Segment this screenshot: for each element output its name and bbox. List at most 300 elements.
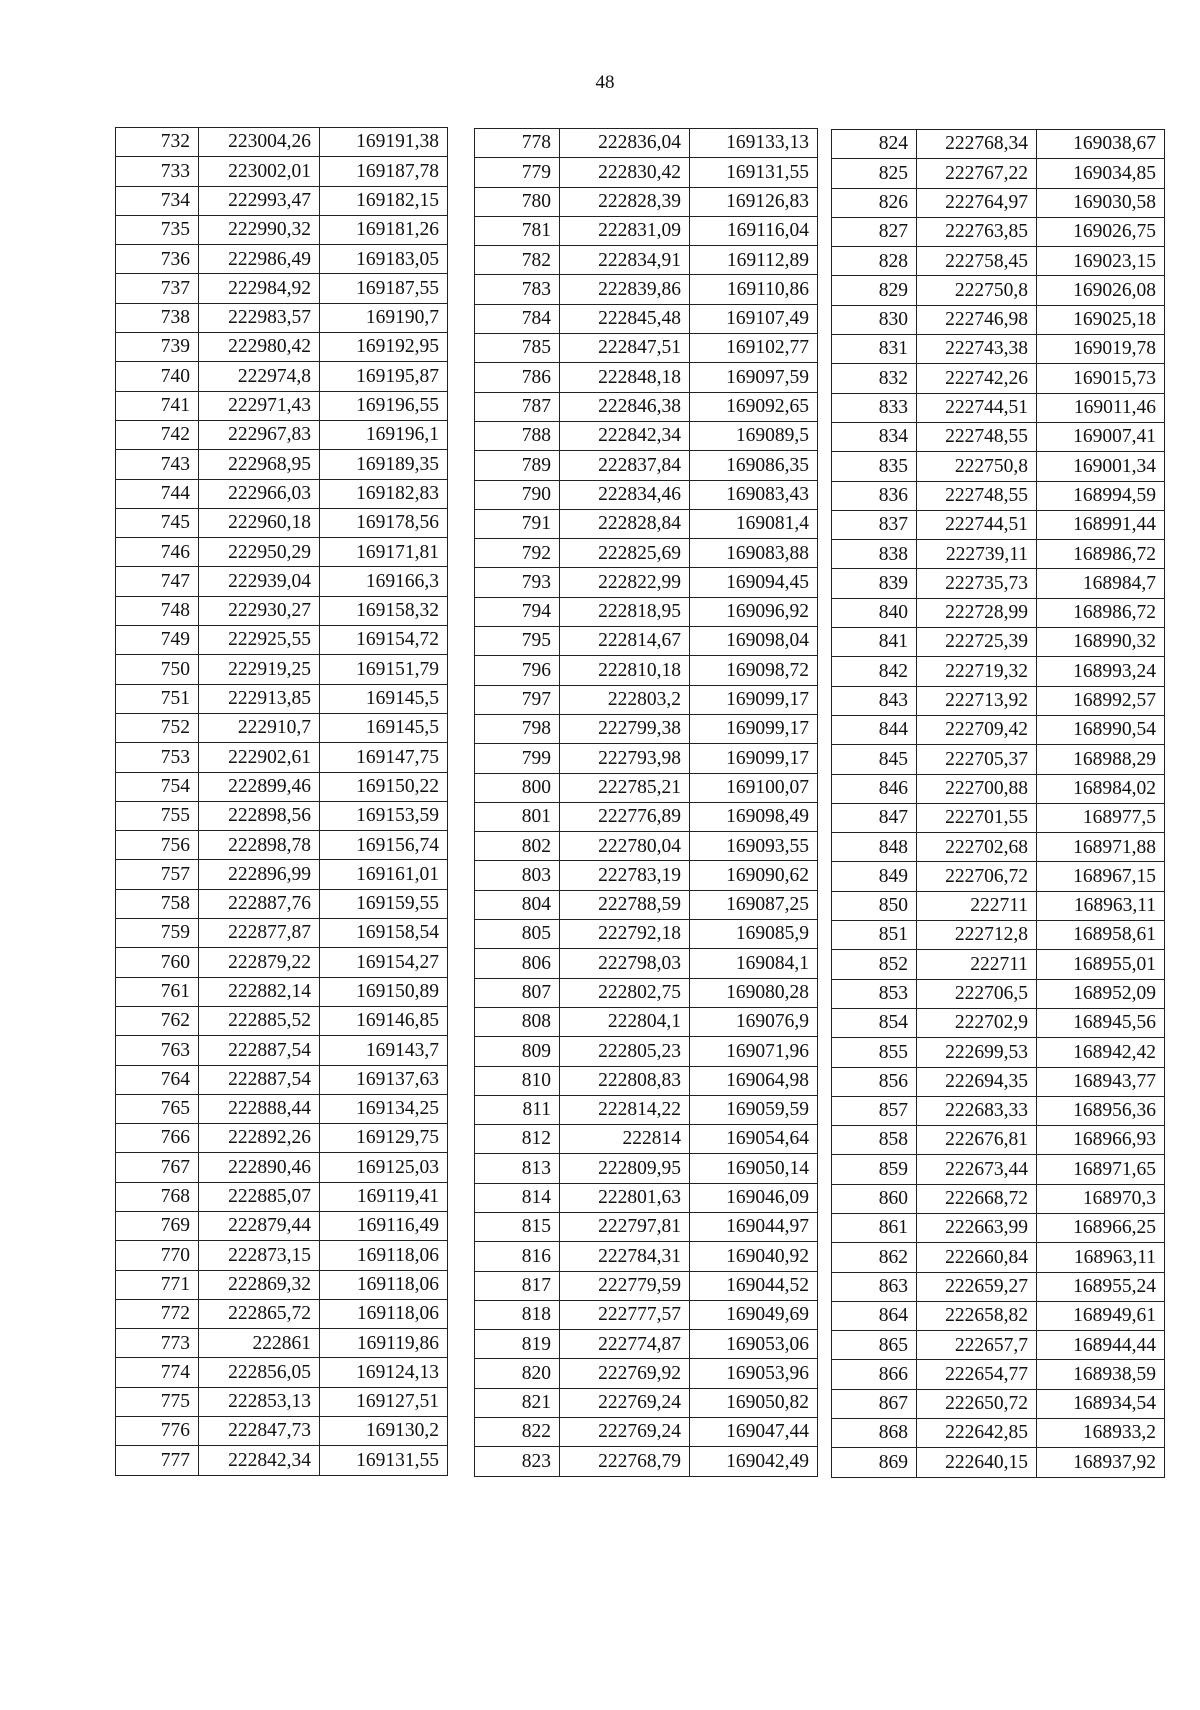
table-row: [475, 363, 818, 392]
x-coordinate-cell: 222694,35: [917, 1067, 1037, 1096]
x-coordinate-cell: 222803,2: [560, 685, 690, 714]
table-row: [475, 978, 818, 1007]
x-coordinate-cell: 222913,85: [199, 684, 320, 713]
x-coordinate-cell: 222805,23: [560, 1037, 690, 1066]
x-coordinate-cell: 222699,53: [917, 1038, 1037, 1067]
x-coordinate-cell: 222804,1: [560, 1007, 690, 1036]
x-coordinate-cell: 222879,44: [199, 1211, 320, 1240]
point-number-cell: 761: [116, 977, 199, 1006]
x-coordinate-cell: 222842,34: [199, 1446, 320, 1475]
x-coordinate-cell: 222879,22: [199, 948, 320, 977]
table-row: [832, 833, 1165, 862]
point-number-cell: 802: [475, 832, 560, 861]
x-coordinate-cell: 222847,51: [560, 334, 690, 363]
x-coordinate-cell: 222763,85: [917, 217, 1037, 246]
x-coordinate-cell: 222967,83: [199, 420, 320, 449]
table-row: [832, 628, 1165, 657]
point-number-cell: 782: [475, 246, 560, 275]
x-coordinate-cell: 222888,44: [199, 1094, 320, 1123]
y-coordinate-cell: 168986,72: [1037, 540, 1165, 569]
point-number-cell: 826: [832, 188, 917, 217]
table-row: [475, 568, 818, 597]
y-coordinate-cell: 168938,59: [1037, 1360, 1165, 1389]
x-coordinate-cell: 222853,13: [199, 1387, 320, 1416]
y-coordinate-cell: 169146,85: [320, 1006, 448, 1035]
point-number-cell: 767: [116, 1153, 199, 1182]
x-coordinate-cell: 222887,54: [199, 1036, 320, 1065]
table-row: [116, 772, 448, 801]
x-coordinate-cell: 222768,34: [917, 130, 1037, 159]
table-row: [116, 245, 448, 274]
x-coordinate-cell: 222828,84: [560, 509, 690, 538]
y-coordinate-cell: 169042,49: [690, 1447, 818, 1476]
x-coordinate-cell: 222896,99: [199, 860, 320, 889]
y-coordinate-cell: 169049,69: [690, 1300, 818, 1329]
y-coordinate-cell: 169053,06: [690, 1330, 818, 1359]
y-coordinate-cell: 169097,59: [690, 363, 818, 392]
y-coordinate-cell: 168956,36: [1037, 1096, 1165, 1125]
y-coordinate-cell: 169040,92: [690, 1242, 818, 1271]
table-row: [116, 801, 448, 830]
point-number-cell: 815: [475, 1212, 560, 1241]
x-coordinate-cell: 222902,61: [199, 743, 320, 772]
x-coordinate-cell: 222814,22: [560, 1095, 690, 1124]
table-row: [475, 421, 818, 450]
point-number-cell: 832: [832, 364, 917, 393]
x-coordinate-cell: 223004,26: [199, 128, 320, 157]
point-number-cell: 758: [116, 889, 199, 918]
y-coordinate-cell: 169083,43: [690, 480, 818, 509]
x-coordinate-cell: 222834,91: [560, 246, 690, 275]
table-row: [832, 891, 1165, 920]
y-coordinate-cell: 169181,26: [320, 215, 448, 244]
y-coordinate-cell: 169085,9: [690, 920, 818, 949]
x-coordinate-cell: 222831,09: [560, 216, 690, 245]
y-coordinate-cell: 168988,29: [1037, 745, 1165, 774]
point-number-cell: 783: [475, 275, 560, 304]
table-row: [475, 334, 818, 363]
table-row: [832, 745, 1165, 774]
x-coordinate-cell: 222845,48: [560, 304, 690, 333]
point-number-cell: 747: [116, 567, 199, 596]
point-number-cell: 818: [475, 1300, 560, 1329]
table-row: [116, 128, 448, 157]
x-coordinate-cell: 222885,07: [199, 1182, 320, 1211]
x-coordinate-cell: 222767,22: [917, 159, 1037, 188]
point-number-cell: 833: [832, 393, 917, 422]
x-coordinate-cell: 222702,68: [917, 833, 1037, 862]
table-row: [116, 391, 448, 420]
x-coordinate-cell: 222725,39: [917, 628, 1037, 657]
x-coordinate-cell: 222865,72: [199, 1299, 320, 1328]
point-number-cell: 845: [832, 745, 917, 774]
point-number-cell: 838: [832, 540, 917, 569]
point-number-cell: 779: [475, 158, 560, 187]
table-row: [116, 655, 448, 684]
point-number-cell: 737: [116, 274, 199, 303]
table-row: [116, 508, 448, 537]
y-coordinate-cell: 169099,17: [690, 685, 818, 714]
y-coordinate-cell: 169098,49: [690, 802, 818, 831]
table-row: [116, 1241, 448, 1270]
point-number-cell: 774: [116, 1358, 199, 1387]
point-number-cell: 840: [832, 598, 917, 627]
x-coordinate-cell: 222792,18: [560, 920, 690, 949]
y-coordinate-cell: 169025,18: [1037, 305, 1165, 334]
point-number-cell: 775: [116, 1387, 199, 1416]
y-coordinate-cell: 168971,65: [1037, 1155, 1165, 1184]
point-number-cell: 821: [475, 1388, 560, 1417]
point-number-cell: 801: [475, 802, 560, 831]
table-row: [832, 569, 1165, 598]
y-coordinate-cell: 169044,52: [690, 1271, 818, 1300]
y-coordinate-cell: 169143,7: [320, 1036, 448, 1065]
x-coordinate-cell: 222676,81: [917, 1126, 1037, 1155]
point-number-cell: 820: [475, 1359, 560, 1388]
x-coordinate-cell: 222719,32: [917, 657, 1037, 686]
y-coordinate-cell: 169094,45: [690, 568, 818, 597]
point-number-cell: 790: [475, 480, 560, 509]
x-coordinate-cell: 222802,75: [560, 978, 690, 1007]
table-row: [116, 889, 448, 918]
table-row: [832, 598, 1165, 627]
table-row: [832, 1360, 1165, 1389]
point-number-cell: 732: [116, 128, 199, 157]
y-coordinate-cell: 169015,73: [1037, 364, 1165, 393]
table-row: [475, 920, 818, 949]
point-number-cell: 760: [116, 948, 199, 977]
table-row: [832, 510, 1165, 539]
table-row: [475, 890, 818, 919]
point-number-cell: 765: [116, 1094, 199, 1123]
point-number-cell: 867: [832, 1389, 917, 1418]
x-coordinate-cell: 222809,95: [560, 1154, 690, 1183]
y-coordinate-cell: 169125,03: [320, 1153, 448, 1182]
table-row: [475, 627, 818, 656]
y-coordinate-cell: 168937,92: [1037, 1448, 1165, 1477]
point-number-cell: 849: [832, 862, 917, 891]
y-coordinate-cell: 169196,55: [320, 391, 448, 420]
point-number-cell: 862: [832, 1243, 917, 1272]
y-coordinate-cell: 169150,22: [320, 772, 448, 801]
coordinates-table-3: [831, 129, 1165, 1478]
point-number-cell: 745: [116, 508, 199, 537]
y-coordinate-cell: 168966,25: [1037, 1213, 1165, 1242]
y-coordinate-cell: 169026,08: [1037, 276, 1165, 305]
y-coordinate-cell: 169001,34: [1037, 452, 1165, 481]
x-coordinate-cell: 222983,57: [199, 303, 320, 332]
x-coordinate-cell: 222798,03: [560, 949, 690, 978]
point-number-cell: 825: [832, 159, 917, 188]
y-coordinate-cell: 168952,09: [1037, 979, 1165, 1008]
table-row: [475, 1007, 818, 1036]
table-row: [116, 626, 448, 655]
y-coordinate-cell: 168945,56: [1037, 1008, 1165, 1037]
table-row: [475, 949, 818, 978]
point-number-cell: 752: [116, 713, 199, 742]
point-number-cell: 807: [475, 978, 560, 1007]
table-row: [116, 1329, 448, 1358]
point-number-cell: 824: [832, 130, 917, 159]
y-coordinate-cell: 169137,63: [320, 1065, 448, 1094]
y-coordinate-cell: 169089,5: [690, 421, 818, 450]
point-number-cell: 754: [116, 772, 199, 801]
table-row: [116, 1124, 448, 1153]
point-number-cell: 791: [475, 509, 560, 538]
table-row: [116, 596, 448, 625]
y-coordinate-cell: 169054,64: [690, 1125, 818, 1154]
table-row: [116, 186, 448, 215]
point-number-cell: 735: [116, 215, 199, 244]
y-coordinate-cell: 169166,3: [320, 567, 448, 596]
y-coordinate-cell: 168990,54: [1037, 715, 1165, 744]
point-number-cell: 797: [475, 685, 560, 714]
x-coordinate-cell: 222711: [917, 891, 1037, 920]
x-coordinate-cell: 222839,86: [560, 275, 690, 304]
x-coordinate-cell: 222814: [560, 1125, 690, 1154]
point-number-cell: 733: [116, 157, 199, 186]
point-number-cell: 837: [832, 510, 917, 539]
y-coordinate-cell: 169189,35: [320, 450, 448, 479]
x-coordinate-cell: 222640,15: [917, 1448, 1037, 1477]
table-row: [832, 774, 1165, 803]
table-row: [116, 538, 448, 567]
table-row: [475, 1388, 818, 1417]
point-number-cell: 749: [116, 626, 199, 655]
y-coordinate-cell: 169107,49: [690, 304, 818, 333]
x-coordinate-cell: 222899,46: [199, 772, 320, 801]
y-coordinate-cell: 169161,01: [320, 860, 448, 889]
point-number-cell: 750: [116, 655, 199, 684]
x-coordinate-cell: 222769,92: [560, 1359, 690, 1388]
point-number-cell: 743: [116, 450, 199, 479]
x-coordinate-cell: 222785,21: [560, 773, 690, 802]
point-number-cell: 759: [116, 919, 199, 948]
table-row: [832, 715, 1165, 744]
x-coordinate-cell: 222739,11: [917, 540, 1037, 569]
x-coordinate-cell: 222887,76: [199, 889, 320, 918]
table-row: [832, 393, 1165, 422]
table-row: [475, 1330, 818, 1359]
point-number-cell: 753: [116, 743, 199, 772]
table-row: [475, 509, 818, 538]
y-coordinate-cell: 168971,88: [1037, 833, 1165, 862]
y-coordinate-cell: 169118,06: [320, 1241, 448, 1270]
table-row: [832, 1067, 1165, 1096]
table-row: [832, 335, 1165, 364]
table-row: [475, 1418, 818, 1447]
x-coordinate-cell: 222799,38: [560, 714, 690, 743]
table-row: [116, 567, 448, 596]
x-coordinate-cell: 222746,98: [917, 305, 1037, 334]
table-row: [475, 275, 818, 304]
y-coordinate-cell: 169182,15: [320, 186, 448, 215]
x-coordinate-cell: 222974,8: [199, 362, 320, 391]
y-coordinate-cell: 168966,93: [1037, 1126, 1165, 1155]
x-coordinate-cell: 222706,72: [917, 862, 1037, 891]
point-number-cell: 748: [116, 596, 199, 625]
x-coordinate-cell: 222748,55: [917, 422, 1037, 451]
y-coordinate-cell: 169145,5: [320, 713, 448, 742]
table-row: [475, 802, 818, 831]
x-coordinate-cell: 222788,59: [560, 890, 690, 919]
x-coordinate-cell: 222702,9: [917, 1008, 1037, 1037]
table-row: [832, 657, 1165, 686]
point-number-cell: 808: [475, 1007, 560, 1036]
table-row: [116, 948, 448, 977]
point-number-cell: 842: [832, 657, 917, 686]
x-coordinate-cell: 222919,25: [199, 655, 320, 684]
x-coordinate-cell: 222660,84: [917, 1243, 1037, 1272]
point-number-cell: 864: [832, 1301, 917, 1330]
point-number-cell: 854: [832, 1008, 917, 1037]
x-coordinate-cell: 222783,19: [560, 861, 690, 890]
x-coordinate-cell: 222939,04: [199, 567, 320, 596]
point-number-cell: 810: [475, 1066, 560, 1095]
y-coordinate-cell: 169196,1: [320, 420, 448, 449]
y-coordinate-cell: 168963,11: [1037, 891, 1165, 920]
x-coordinate-cell: 222673,44: [917, 1155, 1037, 1184]
y-coordinate-cell: 169119,86: [320, 1329, 448, 1358]
table-row: [832, 481, 1165, 510]
y-coordinate-cell: 169083,88: [690, 539, 818, 568]
point-number-cell: 739: [116, 333, 199, 362]
table-row: [116, 1094, 448, 1123]
x-coordinate-cell: 222742,26: [917, 364, 1037, 393]
point-number-cell: 766: [116, 1124, 199, 1153]
table-row: [832, 1038, 1165, 1067]
table-row: [832, 1331, 1165, 1360]
x-coordinate-cell: 222877,87: [199, 919, 320, 948]
table-row: [475, 685, 818, 714]
point-number-cell: 816: [475, 1242, 560, 1271]
y-coordinate-cell: 169011,46: [1037, 393, 1165, 422]
point-number-cell: 803: [475, 861, 560, 890]
y-coordinate-cell: 169126,83: [690, 187, 818, 216]
x-coordinate-cell: 222846,38: [560, 392, 690, 421]
table-row: [116, 684, 448, 713]
y-coordinate-cell: 169053,96: [690, 1359, 818, 1388]
table-row: [832, 1184, 1165, 1213]
x-coordinate-cell: 222885,52: [199, 1006, 320, 1035]
y-coordinate-cell: 168984,7: [1037, 569, 1165, 598]
table-row: [832, 422, 1165, 451]
y-coordinate-cell: 168933,2: [1037, 1419, 1165, 1448]
y-coordinate-cell: 168986,72: [1037, 598, 1165, 627]
y-coordinate-cell: 169030,58: [1037, 188, 1165, 217]
table-row: [475, 158, 818, 187]
x-coordinate-cell: 222658,82: [917, 1301, 1037, 1330]
point-number-cell: 846: [832, 774, 917, 803]
page-number: 48: [595, 72, 615, 93]
table-row: [832, 1008, 1165, 1037]
point-number-cell: 834: [832, 422, 917, 451]
table-row: [116, 1387, 448, 1416]
x-coordinate-cell: 222793,98: [560, 744, 690, 773]
y-coordinate-cell: 169080,28: [690, 978, 818, 1007]
x-coordinate-cell: 222654,77: [917, 1360, 1037, 1389]
table-row: [116, 303, 448, 332]
x-coordinate-cell: 222960,18: [199, 508, 320, 537]
point-number-cell: 839: [832, 569, 917, 598]
y-coordinate-cell: 168992,57: [1037, 686, 1165, 715]
x-coordinate-cell: 222769,24: [560, 1388, 690, 1417]
point-number-cell: 851: [832, 921, 917, 950]
y-coordinate-cell: 168990,32: [1037, 628, 1165, 657]
point-number-cell: 772: [116, 1299, 199, 1328]
y-coordinate-cell: 169023,15: [1037, 247, 1165, 276]
table-row: [832, 1096, 1165, 1125]
point-number-cell: 831: [832, 335, 917, 364]
x-coordinate-cell: 222642,85: [917, 1419, 1037, 1448]
y-coordinate-cell: 169116,04: [690, 216, 818, 245]
y-coordinate-cell: 169099,17: [690, 744, 818, 773]
x-coordinate-cell: 222910,7: [199, 713, 320, 742]
y-coordinate-cell: 169156,74: [320, 831, 448, 860]
point-number-cell: 823: [475, 1447, 560, 1476]
point-number-cell: 793: [475, 568, 560, 597]
point-number-cell: 847: [832, 803, 917, 832]
point-number-cell: 746: [116, 538, 199, 567]
table-row: [116, 1211, 448, 1240]
x-coordinate-cell: 222990,32: [199, 215, 320, 244]
x-coordinate-cell: 222822,99: [560, 568, 690, 597]
table-row: [475, 1095, 818, 1124]
y-coordinate-cell: 169026,75: [1037, 217, 1165, 246]
y-coordinate-cell: 169158,32: [320, 596, 448, 625]
point-number-cell: 778: [475, 129, 560, 158]
y-coordinate-cell: 169119,41: [320, 1182, 448, 1211]
x-coordinate-cell: 222856,05: [199, 1358, 320, 1387]
point-number-cell: 768: [116, 1182, 199, 1211]
table-row: [116, 1358, 448, 1387]
y-coordinate-cell: 169098,04: [690, 627, 818, 656]
x-coordinate-cell: 222814,67: [560, 627, 690, 656]
x-coordinate-cell: 222930,27: [199, 596, 320, 625]
table-row: [475, 1359, 818, 1388]
table-row: [475, 1300, 818, 1329]
point-number-cell: 780: [475, 187, 560, 216]
y-coordinate-cell: 169007,41: [1037, 422, 1165, 451]
y-coordinate-cell: 169183,05: [320, 245, 448, 274]
table-row: [832, 364, 1165, 393]
table-row: [116, 479, 448, 508]
table-row: [475, 597, 818, 626]
point-number-cell: 868: [832, 1419, 917, 1448]
point-number-cell: 773: [116, 1329, 199, 1358]
table-row: [832, 1301, 1165, 1330]
x-coordinate-cell: 222743,38: [917, 335, 1037, 364]
x-coordinate-cell: 222971,43: [199, 391, 320, 420]
point-number-cell: 736: [116, 245, 199, 274]
x-coordinate-cell: 222744,51: [917, 510, 1037, 539]
table-row: [116, 1153, 448, 1182]
x-coordinate-cell: 222892,26: [199, 1124, 320, 1153]
point-number-cell: 811: [475, 1095, 560, 1124]
y-coordinate-cell: 168958,61: [1037, 921, 1165, 950]
table-row: [116, 743, 448, 772]
y-coordinate-cell: 169118,06: [320, 1270, 448, 1299]
y-coordinate-cell: 169182,83: [320, 479, 448, 508]
point-number-cell: 771: [116, 1270, 199, 1299]
x-coordinate-cell: 222980,42: [199, 333, 320, 362]
y-coordinate-cell: 169178,56: [320, 508, 448, 537]
x-coordinate-cell: 222848,18: [560, 363, 690, 392]
x-coordinate-cell: 222842,34: [560, 421, 690, 450]
x-coordinate-cell: 222706,5: [917, 979, 1037, 1008]
x-coordinate-cell: 222700,88: [917, 774, 1037, 803]
point-number-cell: 829: [832, 276, 917, 305]
